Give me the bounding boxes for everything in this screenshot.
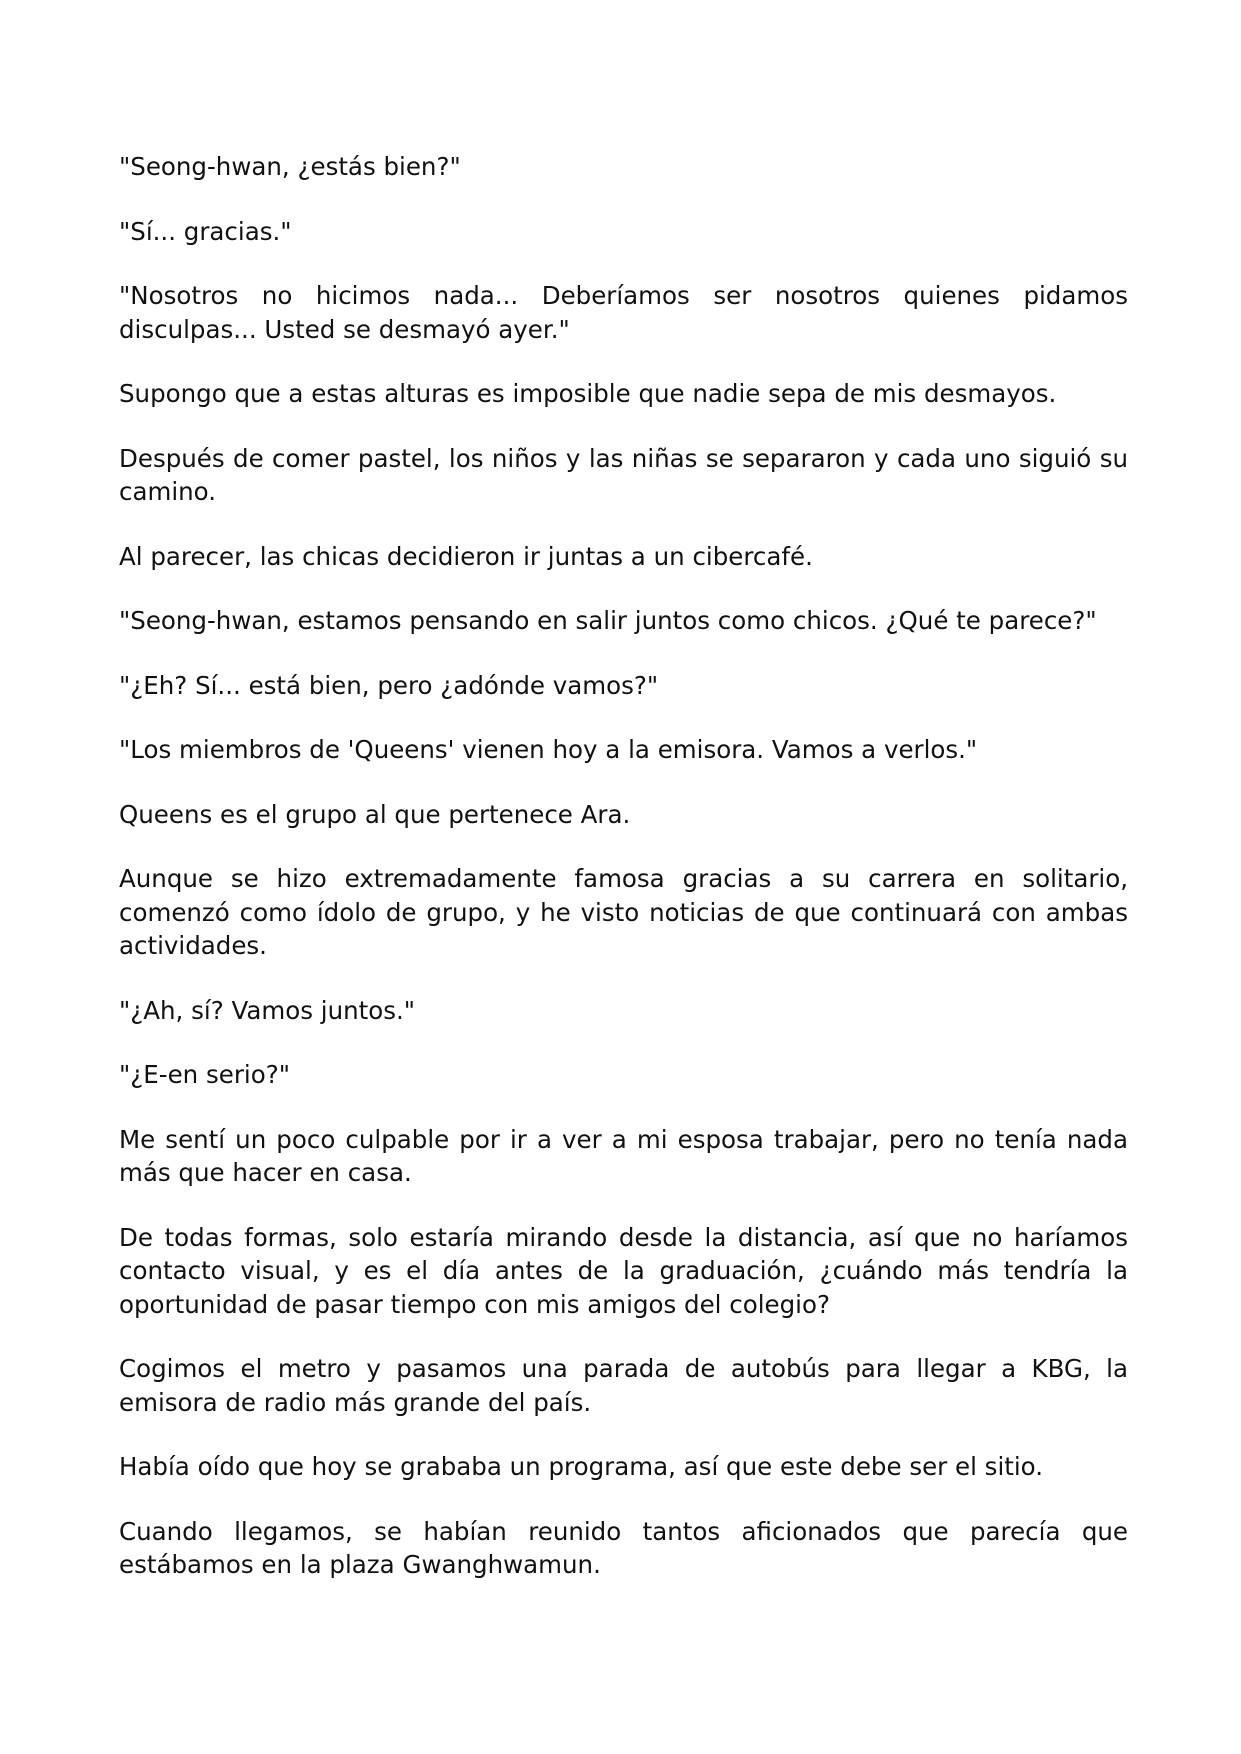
paragraph-14: Me sentí un poco culpable por ir a ver a mi esposa trabajar, pero no tenía nada más que hacer en casa.	[119, 1124, 1128, 1187]
paragraph-4: Supongo que a estas alturas es imposible que nadie sepa de mis desmayos.	[119, 379, 1057, 408]
paragraph-1: "Seong-hwan, ¿estás bien?"	[119, 152, 461, 181]
document-body	[119, 150, 1128, 1613]
paragraph-15: De todas formas, solo estaría mirando desde la distancia, así que no haríamos contacto visual, y es el día antes de la graduación, ¿cuándo más tendría la oportunidad de pasar tiempo con mis amigos del colegio?	[119, 1222, 1128, 1319]
paragraph-8: "¿Eh? Sí... está bien, pero ¿adónde vamos?"	[119, 670, 659, 700]
paragraph-5: Después de comer pastel, los niños y las niñas se separaron y cada uno siguió su camino.	[119, 443, 1128, 506]
paragraph-9: "Los miembros de 'Queens' vienen hoy a la emisora. Vamos a verlos."	[119, 735, 978, 764]
paragraph-2: "Sí... gracias."	[119, 216, 292, 246]
paragraph-17: Había oído que hoy se grababa un programa, así que este debe ser el sitio.	[119, 1452, 1044, 1481]
paragraph-13: "¿E-en serio?"	[119, 1060, 290, 1089]
paragraph-18: Cuando llegamos, se habían reunido tantos aficionados que parecía que estábamos en la plaza Gwanghwamun.	[119, 1516, 1128, 1579]
paragraph-16: Cogimos el metro y pasamos una parada de autobús para llegar a KBG, la emisora de radio más grande del país.	[119, 1354, 1128, 1417]
paragraph-10: Queens es el grupo al que pertenece Ara.	[119, 799, 631, 829]
paragraph-7: "Seong-hwan, estamos pensando en salir juntos como chicos. ¿Qué te parece?"	[119, 606, 1097, 635]
paragraph-12: "¿Ah, sí? Vamos juntos."	[119, 995, 416, 1025]
paragraph-11: Aunque se hizo extremadamente famosa gracias a su carrera en solitario, comenzó como ídolo de grupo, y he visto noticias de que continuará con ambas actividades.	[119, 864, 1128, 960]
paragraph-6: Al parecer, las chicas decidieron ir juntas a un cibercafé.	[119, 541, 813, 571]
paragraph-3: "Nosotros no hicimos nada... Deberíamos ser nosotros quienes pidamos disculpas... Usted se desmayó ayer."	[119, 281, 1128, 344]
